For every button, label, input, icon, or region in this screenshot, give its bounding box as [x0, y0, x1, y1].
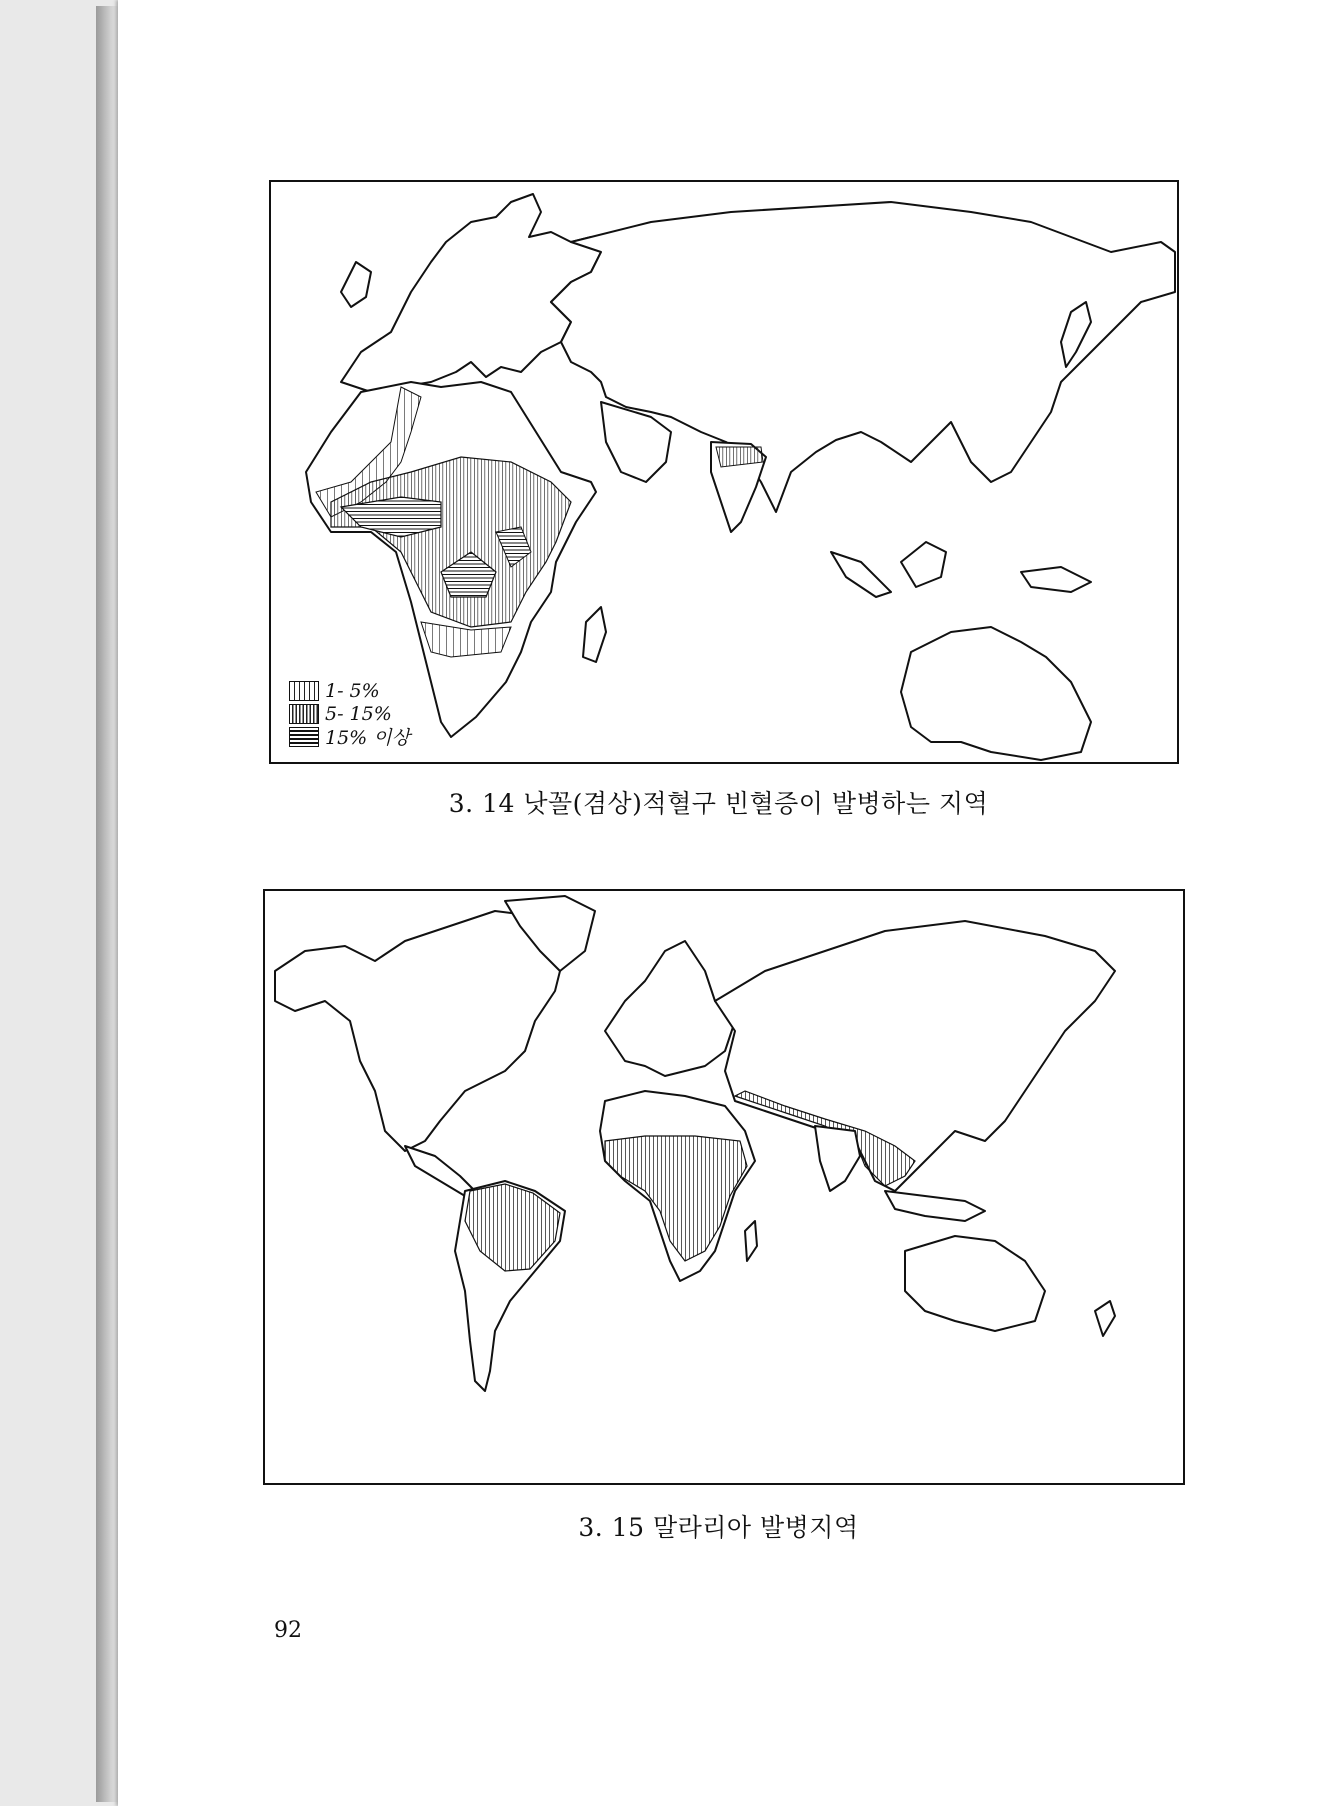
madagascar-landmass	[745, 1221, 757, 1261]
legend-label: 5- 15%	[325, 702, 392, 725]
legend-swatch-high	[289, 727, 319, 747]
newguinea-landmass	[1021, 567, 1091, 592]
europe-landmass	[605, 941, 735, 1076]
sickle-cell-map	[269, 180, 1179, 764]
india-landmass	[815, 1126, 860, 1191]
page-number: 92	[274, 1618, 302, 1643]
australia-landmass	[901, 627, 1091, 760]
legend-label: 15% 이상	[325, 727, 410, 749]
britain-landmass	[341, 262, 371, 307]
sickle-cell-map-svg	[271, 182, 1177, 762]
central-america-landmass	[405, 1146, 475, 1196]
asia-landmass	[715, 921, 1115, 1191]
malaria-map-svg	[265, 891, 1183, 1483]
malaria-map	[263, 889, 1185, 1485]
figure-caption-3-15: 3. 15 말라리아 발병지역	[578, 1513, 859, 1542]
indonesia-landmass	[885, 1191, 985, 1221]
legend-row	[289, 725, 410, 748]
map-legend	[289, 679, 410, 748]
north-america-landmass	[275, 911, 565, 1151]
legend-swatch-mid	[289, 704, 319, 724]
legend-swatch-low	[289, 681, 319, 701]
figure-caption-3-14: 3. 14 낫꼴(겸상)적혈구 빈혈증이 발병하는 지역	[448, 789, 989, 818]
book-page	[118, 0, 1319, 1806]
malaria-zone-africa	[605, 1136, 747, 1261]
sumatra-landmass	[831, 552, 891, 597]
new-zealand-landmass	[1095, 1301, 1115, 1336]
legend-label: 1- 5%	[325, 679, 380, 702]
borneo-landmass	[901, 542, 946, 587]
australia-landmass	[905, 1236, 1045, 1331]
legend-row	[289, 679, 410, 702]
madagascar-landmass	[583, 607, 606, 662]
legend-row	[289, 702, 410, 725]
